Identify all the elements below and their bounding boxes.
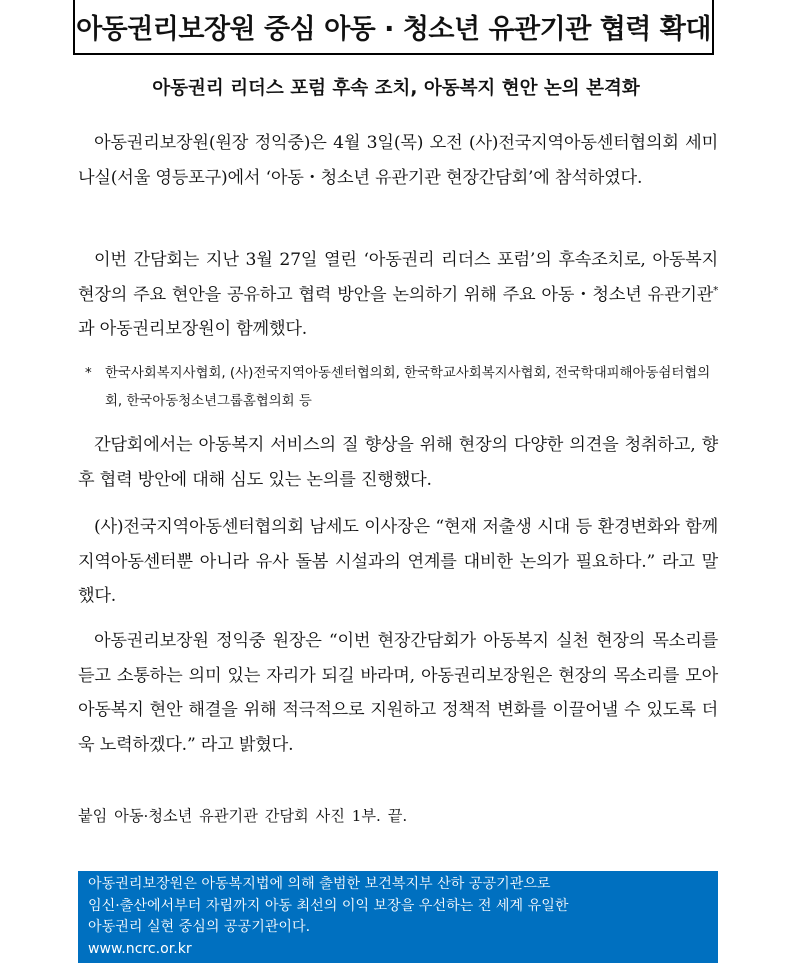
info-line-3: 아동권리 실현 중심의 공공기관이다. bbox=[88, 919, 311, 935]
paragraph-2 bbox=[78, 243, 718, 347]
page-subtitle: 아동권리 리더스 포럼 후속 조치, 아동복지 현안 논의 본격화 bbox=[152, 78, 640, 99]
info-line-2: 임신·출산에서부터 자립까지 아동 최선의 이익 보장을 우선하는 전 세계 유일한 bbox=[88, 897, 569, 914]
website-link[interactable]: www.ncrc.or.kr bbox=[88, 940, 192, 957]
paragraph-1-text: 아동권리보장원(원장 정익중)은 4월 3일(목) 오전 (사)전국지역아동센터협의회 세미나실(서울 영등포구)에서 ‘아동・청소년 유관기관 현장간담회’에 참석하였다. bbox=[78, 133, 718, 188]
paragraph-5-text: 아동권리보장원 정익중 원장은 “이번 현장간담회가 아동복지 실천 현장의 목소리를 듣고 소통하는 의미 있는 자리가 되길 바라며, 아동권리보장원은 현장의 목소리를 모아 아동복지 현안 해결을 위해 적극적으로 지원하고 정책적 변화를 이끌어낼 수 있도록 더욱 노력하겠다.” 라고 밝혔다. bbox=[78, 631, 718, 755]
attachment-note: 붙임 아동·청소년 유관기관 간담회 사진 1부. 끝. bbox=[78, 807, 408, 825]
paragraph-5 bbox=[78, 624, 718, 762]
paragraph-3 bbox=[78, 428, 718, 497]
page-title: 아동권리보장원 중심 아동 · 청소년 유관기관 협력 확대 bbox=[76, 14, 711, 45]
paragraph-2-text-end: 과 아동권리보장원이 함께했다. bbox=[78, 319, 308, 339]
title-box bbox=[73, 0, 714, 55]
footnote-mark: * bbox=[85, 366, 92, 381]
footnote bbox=[85, 360, 725, 416]
footnote-text: 한국사회복지사협회, (사)전국지역아동센터협의회, 한국학교사회복지사협회, 전국학대피해아동쉼터협의회, 한국아동청소년그룹홈협의회 등 bbox=[105, 366, 711, 409]
paragraph-4-text: (사)전국지역아동센터협의회 남세도 이사장은 “현재 저출생 시대 등 환경변화와 함께 지역아동센터뿐 아니라 유사 돌봄 시설과의 연계를 대비한 논의가 필요하다.” 라고 말했다. bbox=[78, 517, 718, 606]
info-box bbox=[78, 871, 718, 963]
paragraph-1 bbox=[78, 126, 718, 195]
info-line-1: 아동권리보장원은 아동복지법에 의해 출범한 보건복지부 산하 공공기관으로 bbox=[88, 876, 551, 892]
paragraph-3-text: 간담회에서는 아동복지 서비스의 질 향상을 위해 현장의 다양한 의견을 청취하고, 향후 협력 방안에 대해 심도 있는 논의를 진행했다. bbox=[78, 435, 718, 490]
paragraph-4 bbox=[78, 510, 718, 614]
footnote-ref: * bbox=[713, 284, 718, 296]
paragraph-2-text: 이번 간담회는 지난 3월 27일 열린 ‘아동권리 리더스 포럼’의 후속조치로, 아동복지 현장의 주요 현안을 공유하고 협력 방안을 논의하기 위해 주요 아동・청소년 유관기관 bbox=[78, 250, 718, 305]
